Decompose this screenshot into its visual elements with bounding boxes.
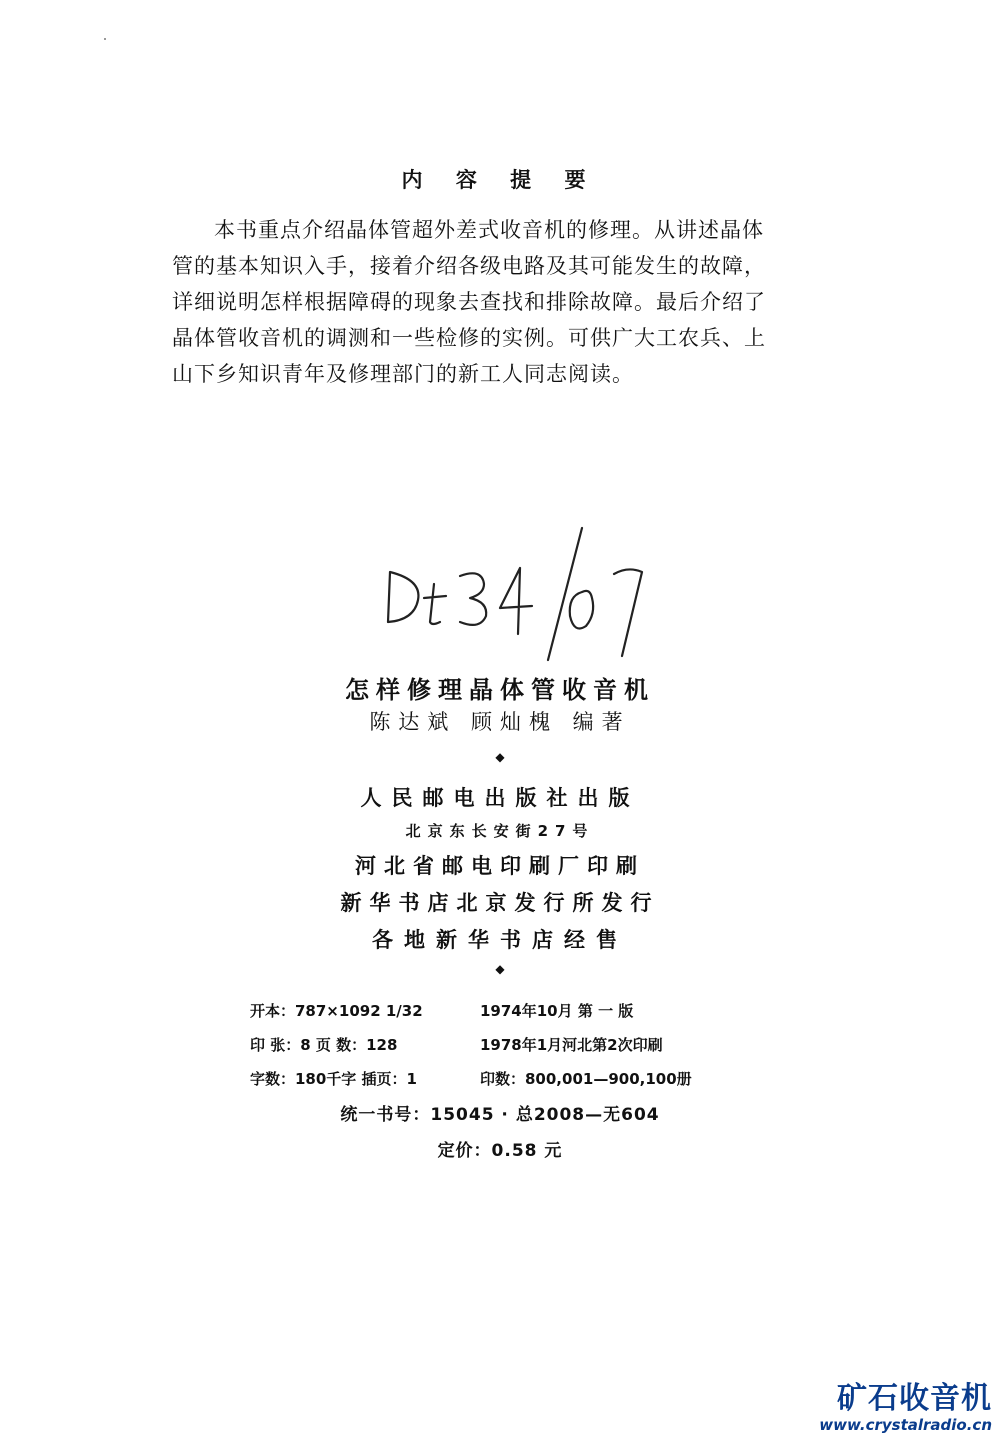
summary-line: 晶体管收音机的调测和一些检修的实例。可供广大工农兵、上 [172,326,766,350]
imprint-words: 字数：180千字 插页：1 [250,1070,417,1088]
watermark-name: 矿石收音机 [837,1381,992,1416]
book-number: 统一书号：15045 · 总2008—无604 [340,1105,660,1125]
distributor: 新华书店北京发行所发行 [340,891,660,915]
diamond-separator-icon: ◆ [495,962,505,976]
summary-title: 内 容 提 要 [401,168,599,192]
handwritten-note-text: Dt34/07 [360,522,365,523]
imprint-format: 开本：787×1092 1/32 [250,1002,423,1020]
imprint-print-run: 印数：800,001—900,100册 [480,1070,692,1088]
authors: 陈达斌 顾灿槐 编著 [369,710,631,734]
summary-line: 山下乡知识青年及修理部门的新工人同志阅读。 [172,362,634,386]
summary-line: 管的基本知识入手，接着介绍各级电路及其可能发生的故障， [172,254,766,278]
imprint-edition: 1974年10月 第 一 版 [480,1002,634,1020]
handwritten-catalog-note [360,522,680,672]
scan-speck [104,38,106,40]
summary-paragraph [172,212,812,392]
price: 定价：0.58 元 [437,1141,563,1161]
watermark [819,1382,992,1434]
diamond-separator-icon: ◆ [495,750,505,764]
printer: 河北省邮电印刷厂印刷 [355,854,645,878]
summary-line: 本书重点介绍晶体管超外差式收音机的修理。从讲述晶体 [214,218,764,242]
imprint-printing: 1978年1月河北第2次印刷 [480,1036,663,1054]
summary-line: 详细说明怎样根据障碍的现象去查找和排除故障。最后介绍了 [172,290,766,314]
publisher: 人民邮电出版社出版 [360,786,640,810]
imprint-sheets: 印 张：8 页 数：128 [250,1036,398,1054]
watermark-url: www.crystalradio.cn [819,1416,992,1434]
publisher-address: 北京东长安街27号 [405,822,595,840]
seller: 各地新华书店经售 [372,928,628,952]
book-title: 怎样修理晶体管收音机 [345,676,655,704]
